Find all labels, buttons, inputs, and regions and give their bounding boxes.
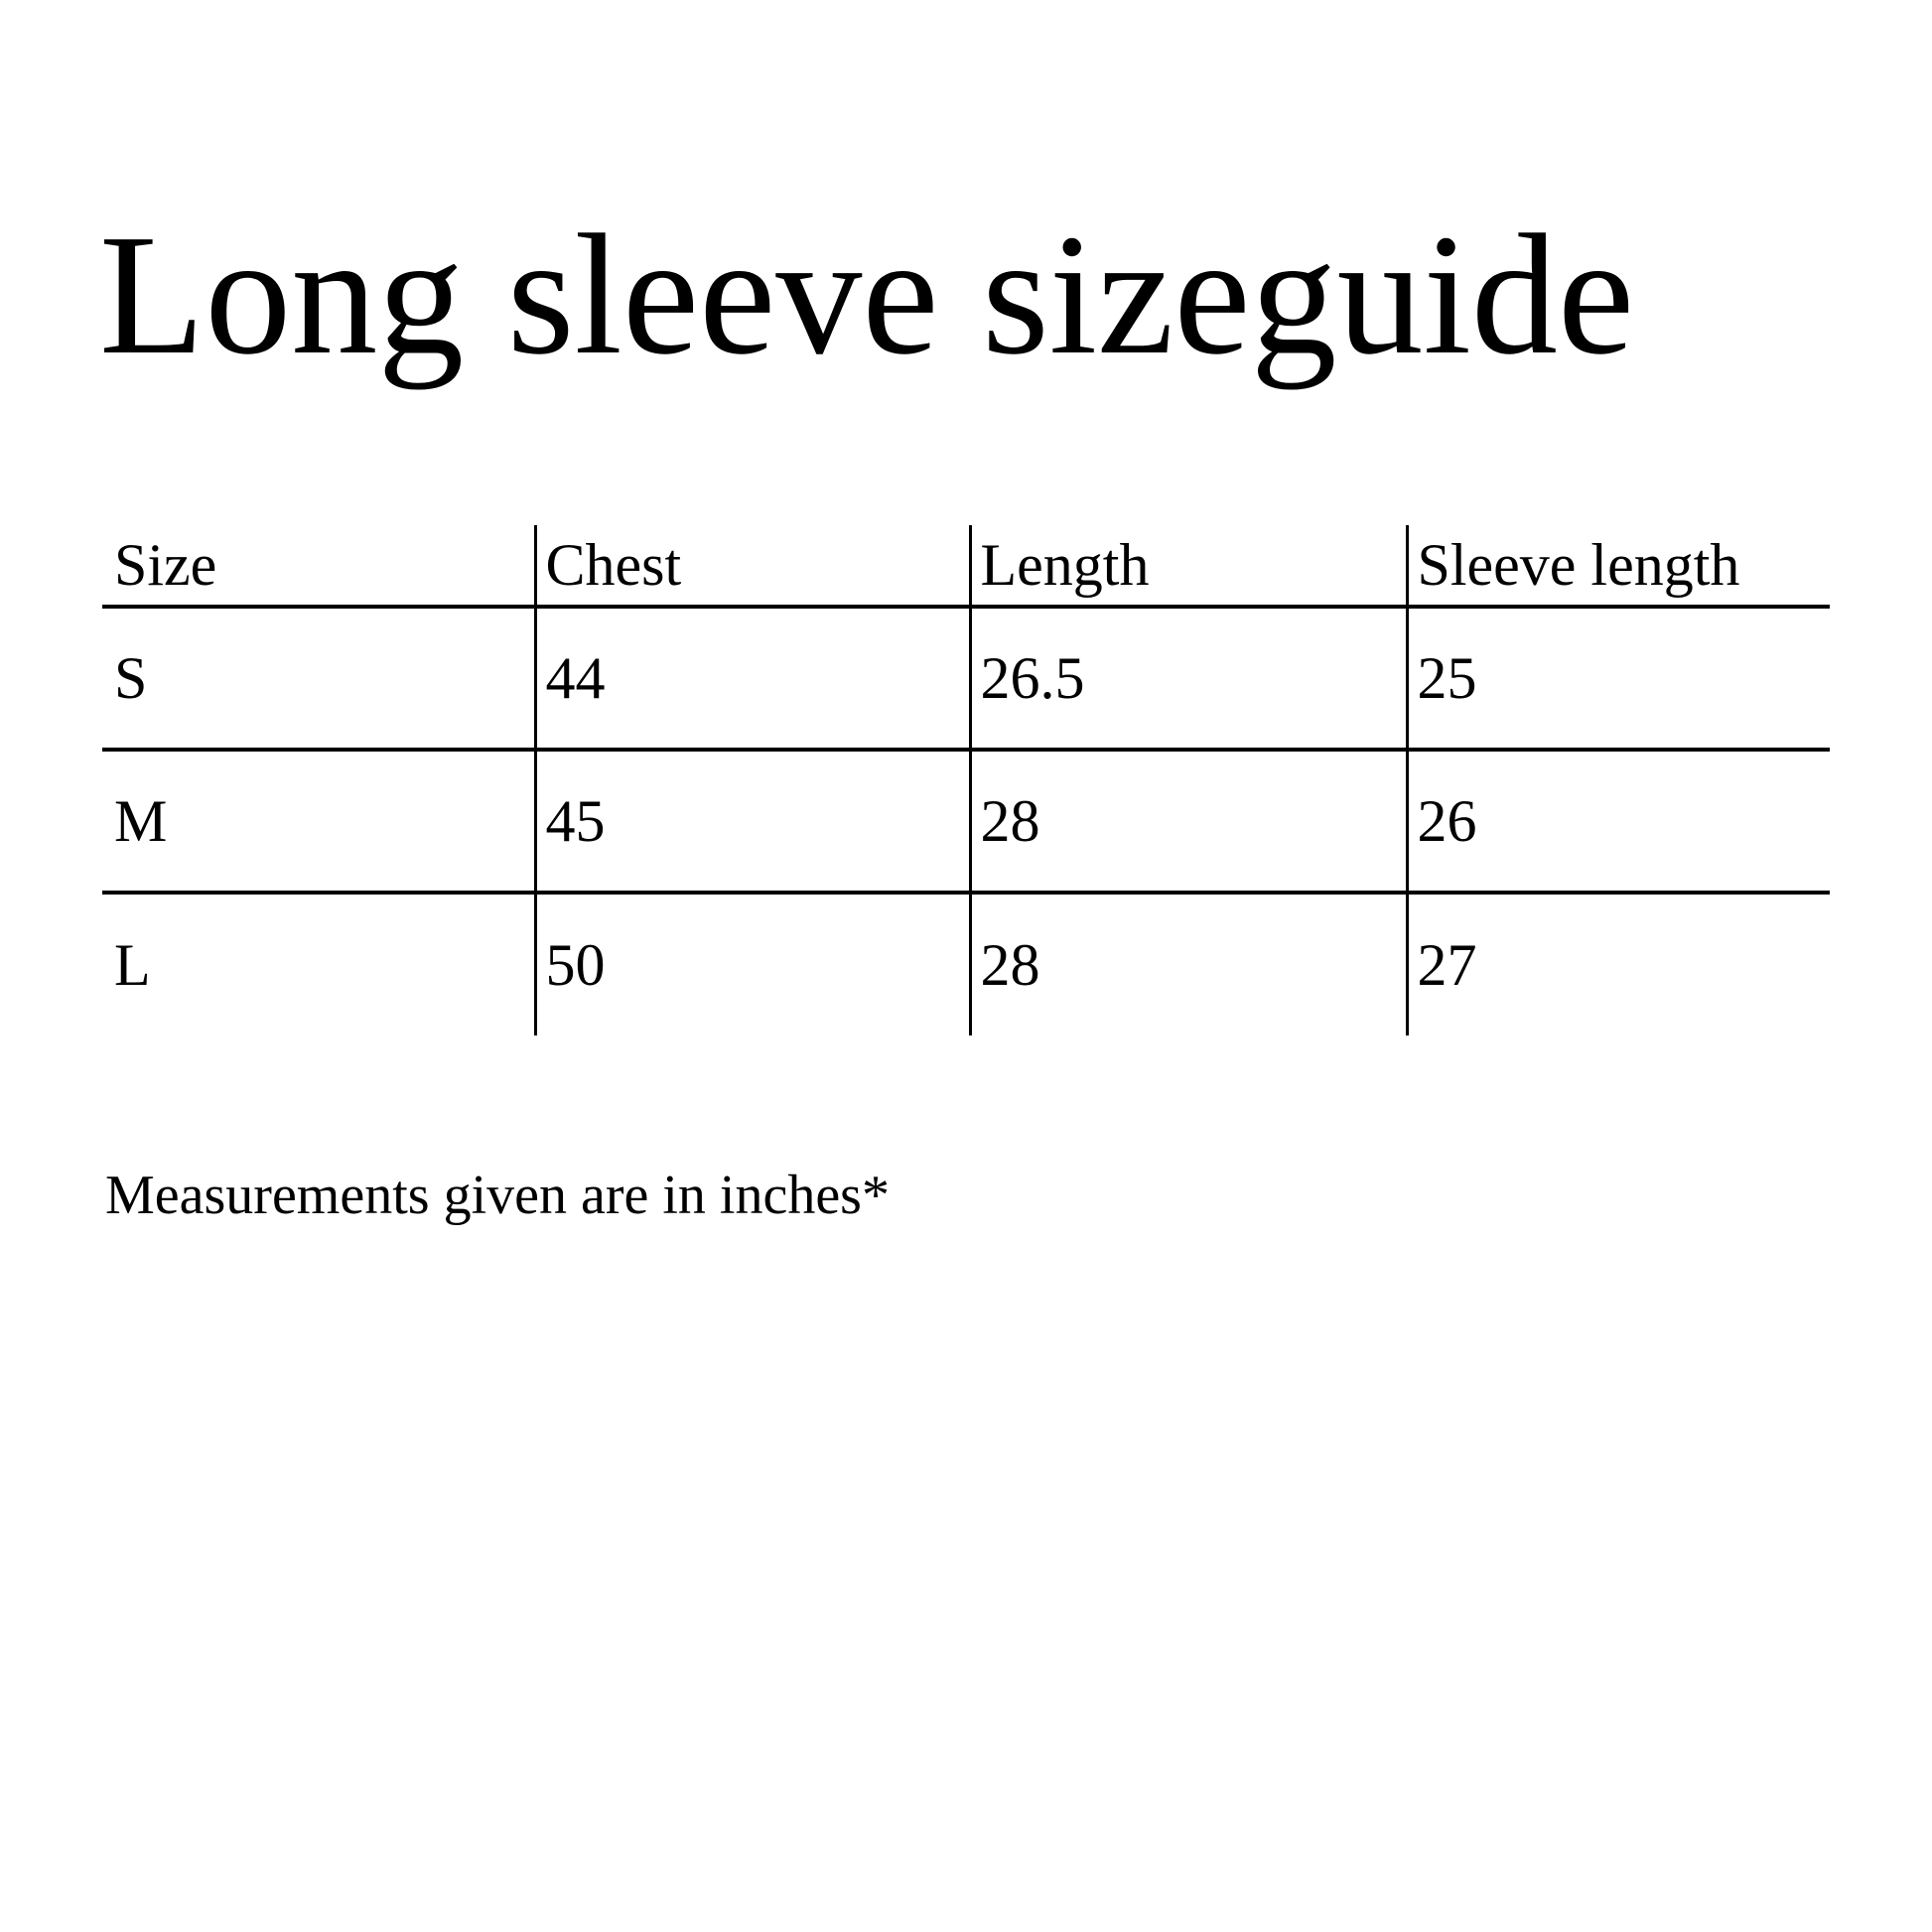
column-header-size: Size [102, 525, 535, 607]
cell-length-m: 28 [970, 750, 1407, 893]
cell-size-s: S [102, 607, 535, 750]
cell-chest-m: 45 [535, 750, 970, 893]
table-row-m [102, 750, 1830, 893]
column-header-chest: Chest [535, 525, 970, 607]
header-row [102, 525, 1830, 607]
cell-length-l: 28 [970, 893, 1407, 1035]
measurements-note: Measurements given are in inches* [105, 1165, 890, 1226]
cell-sleeve-length-m: 26 [1407, 750, 1830, 893]
cell-length-s: 26.5 [970, 607, 1407, 750]
cell-chest-l: 50 [535, 893, 970, 1035]
cell-size-l: L [114, 932, 151, 998]
cell-sleeve-length-s: 25 [1407, 607, 1830, 750]
cell-chest-s: 44 [535, 607, 970, 750]
cell-sleeve-length-l: 27 [1407, 893, 1830, 1035]
column-header-sleeve-length: Sleeve length [1407, 525, 1830, 607]
column-header-length: Length [970, 525, 1407, 607]
table-row-s [102, 607, 1830, 750]
cell-size-m: M [102, 750, 535, 893]
page-title: Long sleeve sizeguide [99, 199, 1635, 390]
size-table [102, 525, 1830, 1035]
table-row-l [102, 893, 1830, 1035]
